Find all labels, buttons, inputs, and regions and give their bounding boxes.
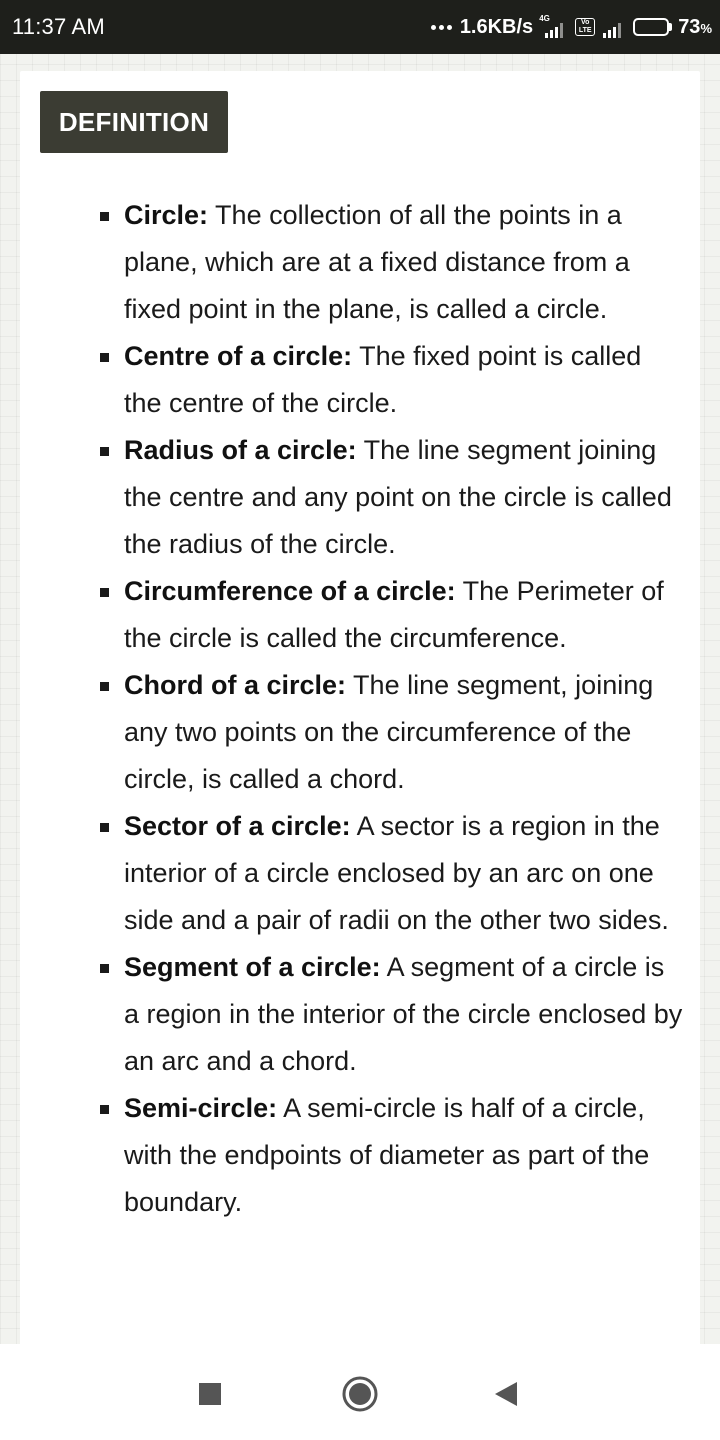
status-time: 11:37 AM xyxy=(12,14,105,39)
definition-text: The line segment, joining any two points on the circumference of the circle, is called a chord. xyxy=(124,670,654,794)
definition-text: The line segment joining the centre and any point on the circle is called the radius of the circle. xyxy=(124,435,672,559)
status-bar xyxy=(0,0,720,54)
definition-text: The collection of all the points in a plane, which are at a fixed distance from a fixed point in the plane, is called a circle. xyxy=(124,200,630,324)
network-type-label: 4G xyxy=(539,14,550,23)
list-item xyxy=(124,1085,684,1226)
list-item xyxy=(124,662,684,803)
triangle-back-icon xyxy=(493,1380,519,1408)
bullet-icon xyxy=(100,212,109,221)
content-card xyxy=(20,71,700,1361)
signal-4g-icon xyxy=(539,16,569,38)
definition-term: Sector of a circle: xyxy=(124,811,351,841)
battery-percent: 73% xyxy=(678,15,712,38)
bullet-icon xyxy=(100,823,109,832)
definition-term: Semi-circle: xyxy=(124,1093,278,1123)
definition-term: Circle: xyxy=(124,200,209,230)
list-item xyxy=(124,192,684,333)
more-dots-icon xyxy=(431,25,452,30)
definition-badge: DEFINITION xyxy=(40,91,228,153)
definition-list xyxy=(124,192,684,1226)
bullet-icon xyxy=(100,964,109,973)
list-item xyxy=(124,944,684,1085)
bullet-icon xyxy=(100,353,109,362)
definition-text: A sector is a region in the interior of a circle enclosed by an arc on one side and a pair of radii on the other two sides. xyxy=(124,811,669,935)
definition-term: Centre of a circle: xyxy=(124,341,353,371)
signal-icon xyxy=(601,16,627,38)
home-button[interactable] xyxy=(340,1374,380,1414)
bullet-icon xyxy=(100,682,109,691)
bullet-icon xyxy=(100,588,109,597)
bullet-icon xyxy=(100,1105,109,1114)
volte-icon: Vo LTE xyxy=(575,18,595,36)
list-item xyxy=(124,333,684,427)
definition-term: Circumference of a circle: xyxy=(124,576,456,606)
recent-apps-button[interactable] xyxy=(190,1374,230,1414)
definition-term: Segment of a circle: xyxy=(124,952,381,982)
bullet-icon xyxy=(100,447,109,456)
list-item xyxy=(124,427,684,568)
status-indicators xyxy=(431,16,712,39)
list-item xyxy=(124,803,684,944)
back-button[interactable] xyxy=(486,1374,526,1414)
definition-text: The Perimeter of the circle is called the circumference. xyxy=(124,576,664,653)
square-icon xyxy=(198,1382,222,1406)
definition-text: A semi-circle is half of a circle, with the endpoints of diameter as part of the boundary. xyxy=(124,1093,650,1217)
definition-term: Chord of a circle: xyxy=(124,670,347,700)
definition-text: The fixed point is called the centre of the circle. xyxy=(124,341,642,418)
definition-term: Radius of a circle: xyxy=(124,435,357,465)
definition-text: A segment of a circle is a region in the interior of the circle enclosed by an arc and a chord. xyxy=(124,952,683,1076)
battery-icon xyxy=(633,18,672,36)
list-item xyxy=(124,568,684,662)
navigation-bar xyxy=(0,1344,720,1440)
circle-icon xyxy=(341,1375,379,1413)
network-speed: 1.6KB/s xyxy=(459,15,534,38)
